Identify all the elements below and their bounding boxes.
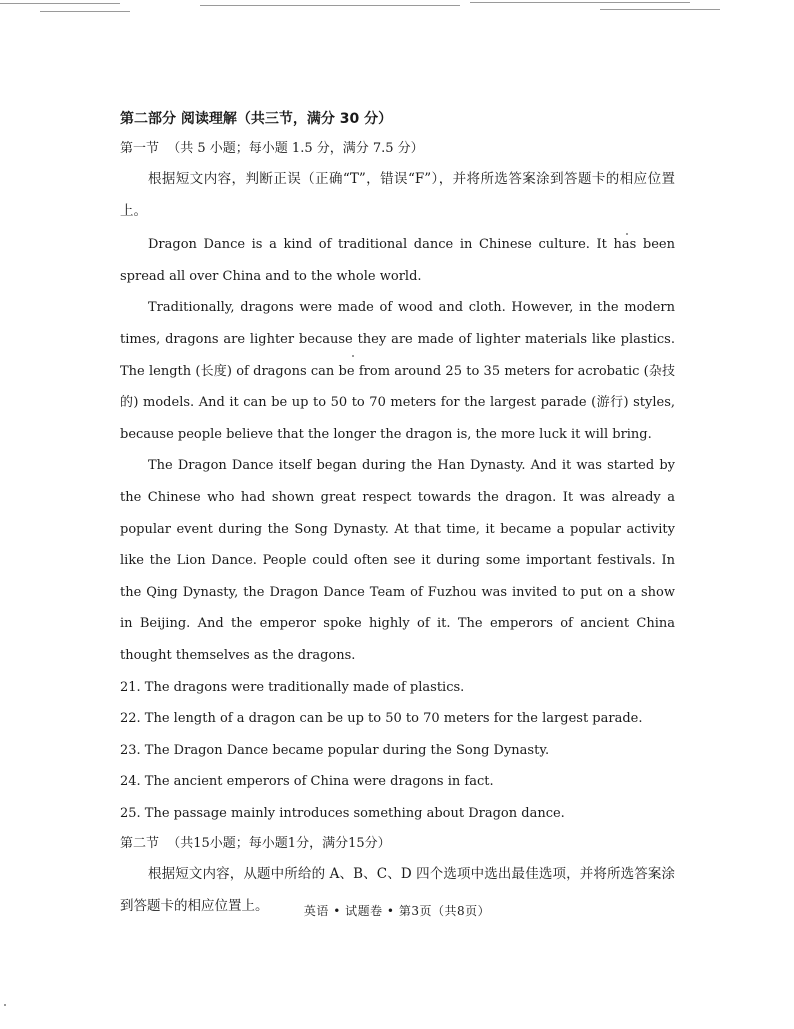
page-footer: 英语 • 试题卷 • 第3页（共8页） [303,904,491,918]
part2-title: 第二节 （共15小题；每小题1分，满分15分） [120,836,391,852]
question-21: 21. The dragons were traditionally made of plastics. [120,679,465,695]
passage-paragraph-1: Dragon Dance is a kind of traditional dance in Chinese culture. It has been spread all over China and to the whole world. [120,237,675,284]
scan-top-edge [0,0,794,14]
passage-paragraph-2: Traditionally, dragons were made of wood and cloth. However, in the modern times, dragons are lighter because they are made of lighter materials like plastics. The length (长度) of dragons can be from around 25 to 35 meters for acrobatic (杂技的) models. And it can be up to 50 to 70 meters for the largest parade (游行) styles, because people believe that the longer the dragon is, the more luck it will bring. [120,300,675,442]
part2-instruction: 根据短文内容，从题中所给的 A、B、C、D 四个选项中选出最佳选项，并将所选答案涂到答题卡的相应位置上。 [120,866,675,915]
question-22: 22. The length of a dragon can be up to 50 to 70 meters for the largest parade. [120,711,643,727]
part1-title: 第一节 （共 5 小题；每小题 1.5 分，满分 7.5 分） [120,141,424,156]
question-25: 25. The passage mainly introduces something about Dragon dance. [120,805,565,821]
question-list [120,672,675,830]
scan-speck [4,1004,6,1006]
passage-paragraph-3: The Dragon Dance itself began during the Han Dynasty. And it was started by the Chinese who had shown great respect towards the dragon. It was already a popular event during the Song Dynasty. At that time, it became a popular activity like the Lion Dance. People could often see it during some important festivals. In the Qing Dynasty, the Dragon Dance Team of Fuzhou was invited to put on a show in Beijing. And the emperor spoke highly of it. The emperors of ancient China thought themselves as the dragons. [120,458,675,663]
scan-speck [626,233,628,235]
document-page [120,104,675,923]
reading-passage [120,229,675,671]
scan-speck [352,355,354,357]
question-24: 24. The ancient emperors of China were dragons in fact. [120,774,494,790]
part1-instruction: 根据短文内容，判断正误（正确“T”，错误“F”），并将所选答案涂到答题卡的相应位置上。 [120,171,675,219]
question-23: 23. The Dragon Dance became popular during the Song Dynasty. [120,742,550,758]
section-title: 第二部分 阅读理解（共三节，满分 30 分） [120,111,393,127]
